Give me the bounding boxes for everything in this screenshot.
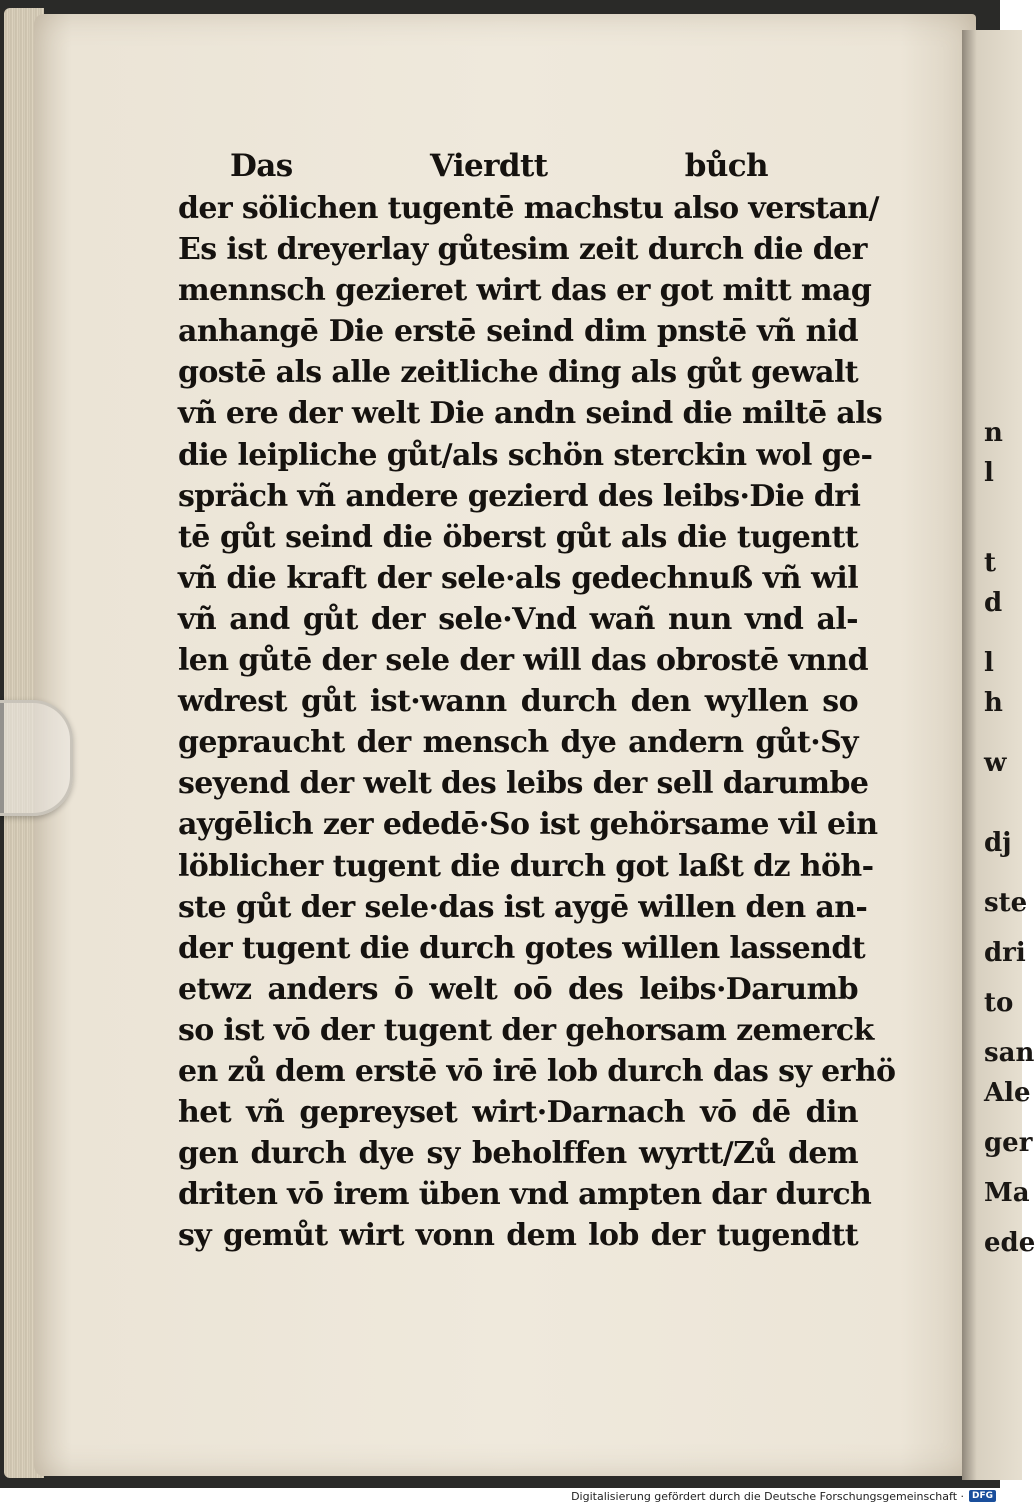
text-lines [178, 188, 896, 1256]
facing-page-fragment: Ale [984, 1078, 1031, 1108]
facing-page-fragment: Ma [984, 1178, 1030, 1208]
facing-page-fragment: t [984, 548, 997, 578]
text-line: vñ ere der welt Die andn seind die miltē als [178, 396, 883, 432]
text-line: anhangē Die erstē seind dim pnstē vñ nid [178, 314, 858, 350]
footer [0, 1488, 1000, 1506]
text-line: gepraucht der mensch dye andern gůt·Sy [178, 725, 858, 761]
text-line: seyend der welt des leibs der sell darumbe [178, 766, 869, 802]
text-line: so ist vō der tugent der gehorsam zemerck [178, 1012, 874, 1048]
facing-page-fragment: san [984, 1038, 1035, 1068]
text-line: tē gůt seind die öberst gůt als die tugentt [178, 519, 858, 555]
header-center: Vierdtt [429, 148, 548, 184]
text-line: aygēlich zer ededē·So ist gehörsame vil ein [178, 807, 878, 843]
text-line: het vñ gepreyset wirt·Darnach vō dē din [178, 1095, 858, 1131]
facing-page-fragment: n [984, 418, 1003, 448]
facing-page-fragment: dri [984, 938, 1026, 968]
facing-page-fragment: ede [984, 1228, 1035, 1258]
text-line: ste gůt der sele·das ist aygē willen den an- [178, 889, 868, 925]
facing-page-fragment: l [984, 458, 994, 488]
text-line: en zů dem erstē vō irē lob durch das sy erhö [178, 1053, 896, 1089]
text-line: wdrest gůt ist·wann durch den wyllen so [178, 684, 858, 720]
dfg-logo: DFG [969, 1490, 996, 1502]
text-line: driten vō irem üben vnd ampten dar durch [178, 1177, 872, 1213]
text-line: gostē als alle zeitliche ding als gůt gewalt [178, 355, 859, 391]
text-line: sy gemůt wirt vonn dem lob der tugendtt [178, 1218, 858, 1254]
text-line: gen durch dye sy beholffen wyrtt/Zů dem [178, 1136, 858, 1172]
footer-credit: Digitalisierung gefördert durch die Deutsche Forschungsgemeinschaft · [571, 1490, 964, 1503]
text-line: die leipliche gůt/als schön sterckin wol ge- [178, 437, 873, 473]
text-line: der sölichen tugentē machstu also verstan/ [178, 191, 879, 226]
page-text [178, 144, 896, 1256]
facing-page-fragment: w [984, 748, 1007, 778]
facing-page-fragment: ger [984, 1128, 1033, 1158]
page-clip [0, 700, 73, 816]
text-line: vñ die kraft der sele·als gedechnuß vñ wil [178, 560, 858, 596]
facing-page-fragment: h [984, 688, 1003, 718]
facing-page-fragment: l [984, 648, 994, 678]
text-line: spräch vñ andere gezierd des leibs·Die dri [178, 478, 861, 514]
text-line: löblicher tugent die durch got laßt dz höh- [178, 848, 874, 884]
text-line: Es ist dreyerlay gůtesim zeit durch die der [178, 232, 867, 268]
text-line: etwz anders ō welt oō des leibs·Darumb [178, 971, 858, 1007]
facing-page-edge [962, 30, 1035, 1480]
text-line: mennsch gezieret wirt das er got mitt mag [178, 273, 872, 309]
text-line: der tugent die durch gotes willen lassendt [178, 930, 865, 966]
facing-page-fragment: dj [984, 828, 1012, 858]
header-right: bůch [684, 148, 768, 184]
header-left: Das [230, 148, 293, 184]
running-header [178, 144, 858, 188]
text-line: vñ and gůt der sele·Vnd wañ nun vnd al- [178, 601, 858, 637]
facing-page-fragment: d [984, 588, 1003, 618]
facing-page-fragment: ste [984, 888, 1028, 918]
text-line: len gůtē der sele der will das obrostē vnnd [178, 643, 868, 679]
facing-page-fragment: to [984, 988, 1014, 1018]
